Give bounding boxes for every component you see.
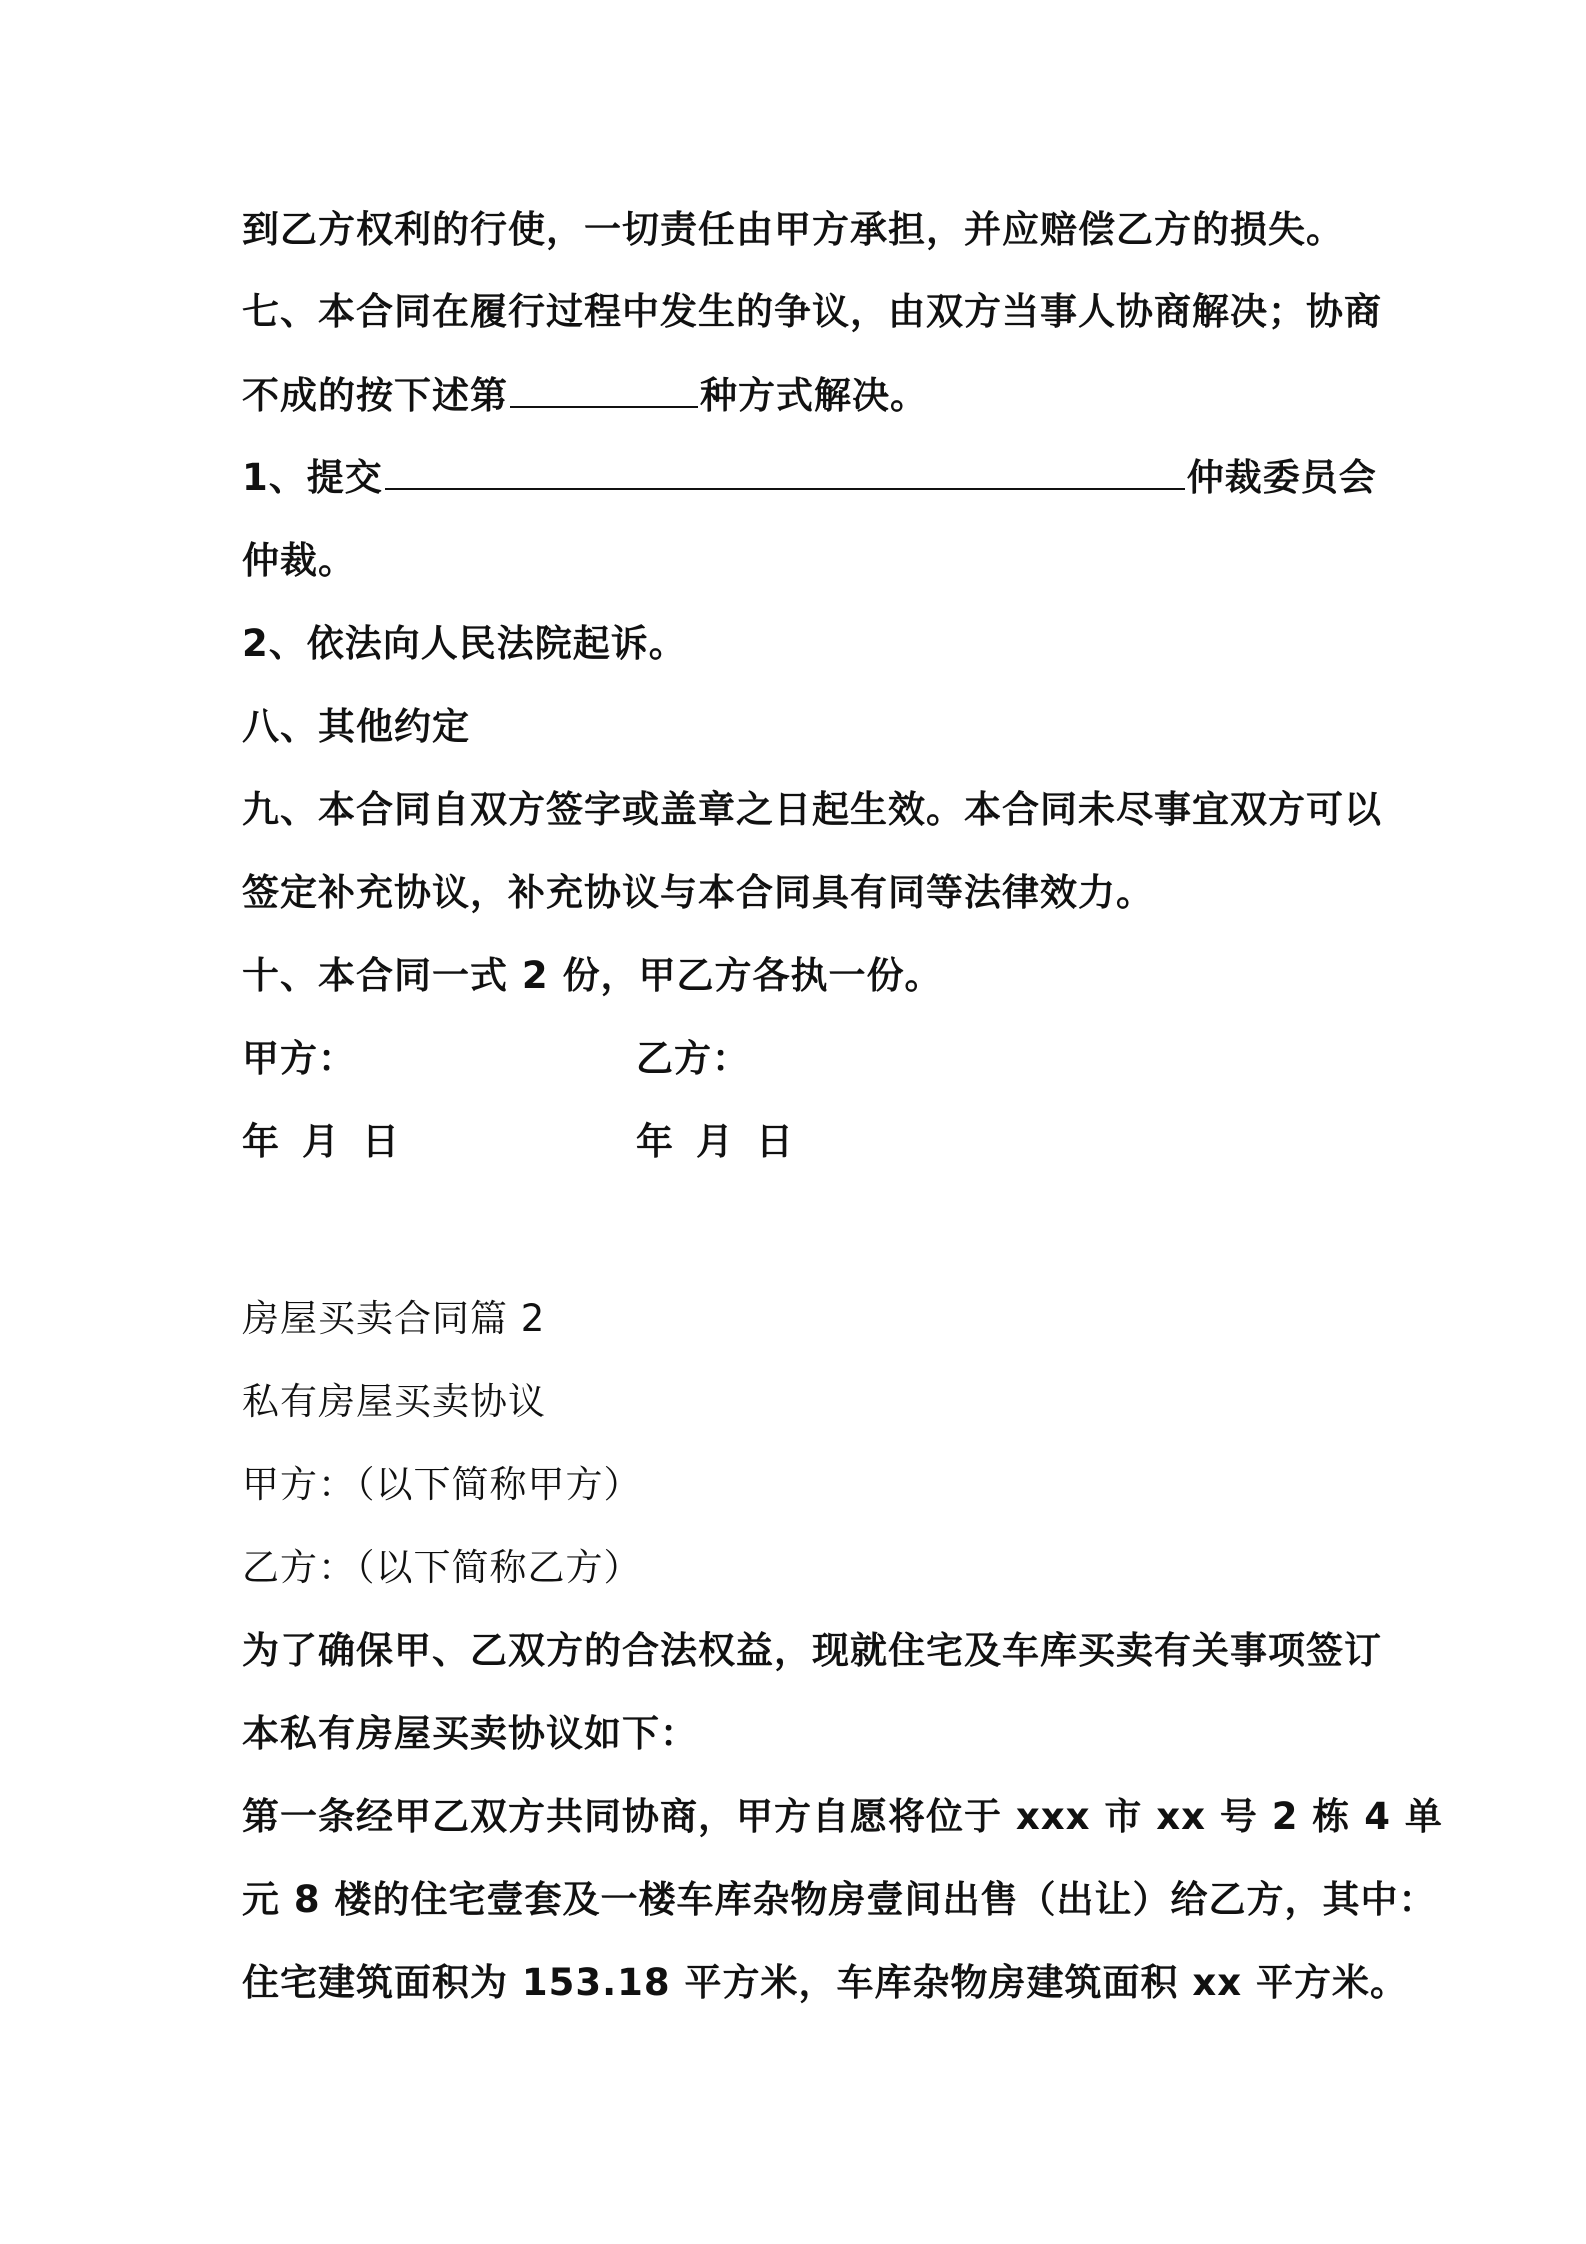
clause-one-line: 住宅建筑面积为 153.18 平方米，车库杂物房建筑面积 xx 平方米。 — [242, 1961, 1409, 2004]
party-b-line: 乙方：（以下简称乙方） — [242, 1546, 642, 1589]
text-fragment: 不成的按下述第 — [242, 374, 508, 417]
text-line: 签定补充协议，补充协议与本合同具有同等法律效力。 — [242, 871, 1154, 914]
lawsuit-line: 2、依法向人民法院起诉。 — [242, 622, 687, 665]
intro-line: 本私有房屋买卖协议如下： — [242, 1712, 698, 1755]
text-fragment: 仲裁委员会 — [1186, 456, 1377, 499]
text-line: 仲裁。 — [242, 539, 356, 582]
text-fragment: 种方式解决。 — [700, 374, 928, 417]
party-a-signature-label: 甲方： — [242, 1037, 356, 1080]
clause-eight-line: 八、其他约定 — [242, 705, 470, 748]
clause-seven-line: 七、本合同在履行过程中发生的争议，由双方当事人协商解决；协商 — [242, 290, 1382, 333]
day-label: 日 — [756, 1120, 794, 1163]
party-a-date — [242, 1118, 422, 1166]
clause-ten-line: 十、本合同一式 2 份，甲乙方各执一份。 — [242, 954, 943, 997]
month-label: 月 — [302, 1120, 340, 1163]
fill-in-blank — [385, 452, 1185, 490]
clause-one-line: 第一条经甲乙双方共同协商，甲方自愿将位于 xxx 市 xx 号 2 栋 4 单 — [242, 1795, 1443, 1838]
day-label: 日 — [362, 1120, 400, 1163]
clause-one-line: 元 8 楼的住宅壹套及一楼车库杂物房壹间出售（出让）给乙方，其中： — [242, 1878, 1437, 1921]
month-label: 月 — [696, 1120, 734, 1163]
intro-line: 为了确保甲、乙双方的合法权益，现就住宅及车库买卖有关事项签订 — [242, 1629, 1382, 1672]
fill-in-blank — [510, 370, 698, 408]
clause-seven-option-line — [242, 370, 928, 420]
year-label: 年 — [242, 1120, 280, 1163]
party-b-signature-label: 乙方： — [636, 1037, 750, 1080]
text-fragment: 1、提交 — [242, 456, 383, 499]
year-label: 年 — [636, 1120, 674, 1163]
text-line: 到乙方权利的行使，一切责任由甲方承担，并应赔偿乙方的损失。 — [242, 208, 1344, 251]
clause-nine-line: 九、本合同自双方签字或盖章之日起生效。本合同未尽事宜双方可以 — [242, 788, 1382, 831]
arbitration-line — [242, 452, 1377, 502]
section-heading: 房屋买卖合同篇 2 — [242, 1297, 546, 1340]
party-a-line: 甲方：（以下简称甲方） — [242, 1463, 642, 1506]
party-b-date — [636, 1118, 816, 1166]
agreement-title: 私有房屋买卖协议 — [242, 1380, 546, 1423]
